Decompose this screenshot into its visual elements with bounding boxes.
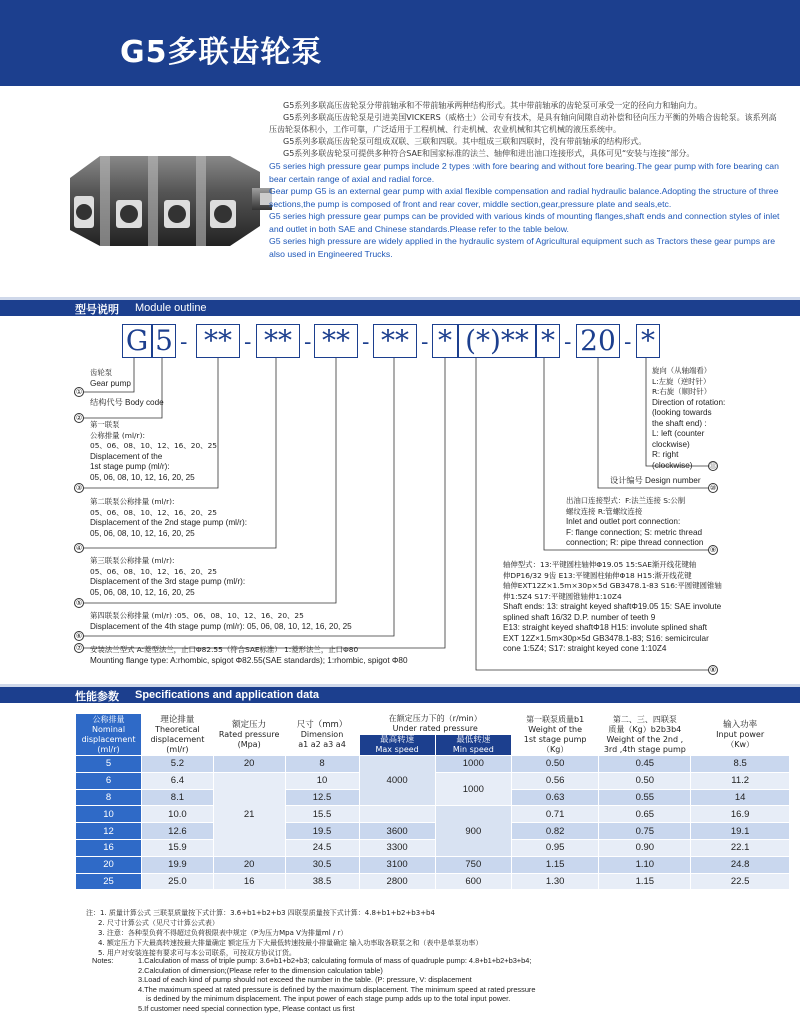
label-rotation xyxy=(652,366,725,471)
cell: 22.1 xyxy=(691,839,790,856)
cell: 10 xyxy=(285,772,359,789)
th-dimension-cn: 尺寸（mm） xyxy=(296,719,348,730)
th-speed-en: Under rated pressure xyxy=(392,724,478,733)
label-9e: connection; R: pipe thread connection xyxy=(566,538,704,547)
label-9a: 出油口连接型式：F:法兰连接 S:公制 xyxy=(566,496,686,505)
circle-5: ⑤ xyxy=(75,599,83,607)
table-row xyxy=(76,823,790,840)
cell: 8.1 xyxy=(142,789,214,806)
code-seg-10: 20 xyxy=(576,324,620,358)
label-body-code: 结构代号 Body code xyxy=(90,398,164,407)
label-5c: Displacement of the 3rd stage pump (ml/r): xyxy=(90,577,246,586)
cell: 15.9 xyxy=(142,839,214,856)
note-cn-2: 2. 尺寸计算公式（见尺寸计算公式表） xyxy=(98,919,219,927)
module-outline-bar xyxy=(0,300,800,316)
code-dash-1: - xyxy=(180,330,188,355)
label-7a: 安装法兰型式 A:菱型法兰，止口Φ82.55（符合SAE标准） 1:菱形法兰，止口Φ80 xyxy=(90,645,359,654)
th-min-cn: 最低转速 xyxy=(456,735,491,745)
circle-2: ② xyxy=(75,414,83,422)
th-min-en: Min speed xyxy=(452,745,494,754)
table-row xyxy=(76,873,790,890)
label-6a: 第四联泵公称排量 (ml/r) :05、06、08、10、12、16、20、25 xyxy=(90,611,304,620)
code-seg-9: * xyxy=(536,324,560,358)
th-weight1-en1: Weight of the xyxy=(528,724,583,734)
label-stage-1 xyxy=(90,420,217,483)
table-row xyxy=(76,756,790,773)
label-11c: R:右旋（顺时针） xyxy=(652,387,712,396)
th-rated-cn: 额定压力 xyxy=(232,719,267,730)
cell: 14 xyxy=(691,789,790,806)
th-weight234-en2: 3rd ,4th stage pump xyxy=(603,744,686,754)
th-nominal-unit: (ml/r) xyxy=(97,744,120,754)
cell xyxy=(359,806,435,823)
spec-table xyxy=(75,713,790,890)
label-11a: 旋向（从轴端看） xyxy=(652,366,712,375)
note-en-1: 1.Calculation of mass of triple pump: 3.6+b1+b2+b3; calculating formula of mass of quadruple pump: 4.8+b1+b2+b3+b4; xyxy=(138,956,532,965)
cell: 0.55 xyxy=(599,789,691,806)
label-4a: 第二联泵公称排量 (ml/r): xyxy=(90,497,175,506)
cell: 25.0 xyxy=(142,873,214,890)
intro-cn-2: G5系列多联高压齿轮泵是引进美国VICKERS（威格士）公司专有技术，是具有轴向间隙自动补偿和径向压力平衡的外啮合齿轮泵。该系列高压齿轮泵体积小，工作可靠，广泛适用于工程机械、行走机械、农业机械和其它机械的液压系统中。 xyxy=(269,113,777,134)
label-3e: 1st stage pump (ml/r): xyxy=(90,462,170,471)
intro-cn-3: G5系列多联高压齿轮泵可组成双联、三联和四联。其中组成三联和四联时，没有带前轴承的结构形式。 xyxy=(283,137,647,146)
cell: 16 xyxy=(76,839,142,856)
label-8c: 轴伸EXT12Z×1.5m×30p×5d GB3478.1-83 S16:平圆键圆锥轴 xyxy=(503,581,722,590)
spec-title-en: Specifications and application data xyxy=(135,689,319,701)
notes-en xyxy=(92,956,792,1014)
code-dash-5: - xyxy=(421,330,429,355)
circle-7: ⑦ xyxy=(75,644,83,652)
th-rated xyxy=(213,714,285,756)
label-8f: splined shaft 16/32 D.P. number of teeth 9 xyxy=(503,612,656,622)
label-7b: Mounting flange type: A:rhombic, spigot Φ82.55(SAE standards); 1:rhombic, spigot Φ80 xyxy=(90,655,408,665)
spec-bar xyxy=(0,687,800,703)
table-row xyxy=(76,806,790,823)
th-theoretical-unit: (ml/r) xyxy=(166,744,189,754)
cell: 0.45 xyxy=(599,756,691,773)
th-max-en: Max speed xyxy=(375,745,419,754)
label-4b: 05、06、08、10、12、16、20、25 xyxy=(90,507,217,517)
label-9d: F: flange connection; S: metric thread xyxy=(566,527,703,537)
label-8g: E13: straight keyed shaftΦ18 H15: involute splined shaft xyxy=(503,623,708,632)
circle-11: ⑪ xyxy=(709,462,717,470)
cell: 15.5 xyxy=(285,806,359,823)
th-min-speed xyxy=(435,735,511,756)
th-power xyxy=(691,714,790,756)
code-seg-6: ** xyxy=(373,324,417,358)
th-max-speed xyxy=(359,735,435,756)
cell: 0.82 xyxy=(511,823,598,840)
cell: 20 xyxy=(213,756,285,773)
circle-8: ⑧ xyxy=(709,666,717,674)
label-11b: L:左旋（逆时针） xyxy=(652,376,711,386)
label-5d: 05, 06, 08, 10, 12, 16, 20, 25 xyxy=(90,587,195,597)
circle-6: ⑥ xyxy=(75,632,83,640)
cell: 19.1 xyxy=(691,823,790,840)
cell: 20 xyxy=(213,856,285,873)
notes-label: Notes: xyxy=(92,956,114,965)
code-dash-7: - xyxy=(624,330,632,355)
code-seg-1: G xyxy=(122,324,152,358)
label-3c: 05、06、08、10、12、16、20、25 xyxy=(90,441,217,450)
cell-rated-merged: 21 xyxy=(213,772,285,856)
label-3f: 05, 06, 08, 10, 12, 16, 20, 25 xyxy=(90,472,195,482)
intro-en-1: G5 series high pressure gear pumps include 2 types :with fore bearing and without fore bearing.The gear pump with fore bearing can bear certain range of axial and radial force. xyxy=(269,161,779,184)
label-stage-4 xyxy=(90,611,352,632)
cell: 8 xyxy=(285,756,359,773)
th-weight234-cn1: 第二、三、四联泵 xyxy=(612,714,677,724)
note-cn-1: 注：1. 质量计算公式 三联泵质量按下式计算：3.6+b1+b2+b3 四联泵质量按下式计算：4.8+b1+b2+b3+b4 xyxy=(86,909,435,917)
cell: 0.71 xyxy=(511,806,598,823)
th-weight234-cn2: 质量（Kg）b2b3b4 xyxy=(608,724,682,734)
cell: 25 xyxy=(76,873,142,890)
intro-en-2: Gear pump G5 is an external gear pump with axial flexible compensation and radial hydraulic balance.Adopting the structure of three sections,the pump is composed of front and rear cover, middle section,gear,pressure plate and seals,etc. xyxy=(269,186,779,209)
intro-text xyxy=(269,100,783,260)
spec-title-cn: 性能参数 xyxy=(75,690,119,703)
cell-max-speed-merged: 4000 xyxy=(359,756,435,806)
label-11e: (looking towards xyxy=(652,408,712,417)
label-11f: the shaft end) : xyxy=(652,418,707,428)
th-weight1-unit: （Kg） xyxy=(541,744,569,754)
module-title-en: Module outline xyxy=(135,302,207,314)
label-9b: 螺纹连接 R:管螺纹连接 xyxy=(566,506,643,516)
label-11g: L: left (counter xyxy=(652,429,705,438)
cell: 6 xyxy=(76,772,142,789)
cell: 3300 xyxy=(359,839,435,856)
cell: 16 xyxy=(213,873,285,890)
circle-4: ④ xyxy=(75,544,83,552)
cell: 0.90 xyxy=(599,839,691,856)
cell: 750 xyxy=(435,856,511,873)
intro-cn-4: G5系列多联齿轮泵可提供多种符合SAE和国家标准的法兰、轴伸和进出油口连接形式，具体可见“安装与连接”部分。 xyxy=(283,149,695,158)
label-9c: Inlet and outlet port connection: xyxy=(566,517,681,526)
th-dimension-en: Dimension xyxy=(300,729,344,739)
cell-min-speed-merged-2: 900 xyxy=(435,806,511,856)
cell: 6.4 xyxy=(142,772,214,789)
cell: 0.75 xyxy=(599,823,691,840)
circle-3: ③ xyxy=(75,484,83,492)
label-gear-pump xyxy=(90,368,131,389)
cell: 0.56 xyxy=(511,772,598,789)
cell: 8.5 xyxy=(691,756,790,773)
cell: 22.5 xyxy=(691,873,790,890)
cell: 0.50 xyxy=(599,772,691,789)
th-rated-en: Rated pressure xyxy=(218,729,280,739)
th-rated-unit: (Mpa) xyxy=(237,739,261,749)
th-max-cn: 最高转速 xyxy=(380,735,415,745)
code-dash-6: - xyxy=(564,330,572,355)
cell: 0.50 xyxy=(511,756,598,773)
th-speed-cn: 在额定压力下的（r/min） xyxy=(388,714,482,723)
th-theoretical-en2: displacement xyxy=(150,734,205,744)
cell: 5 xyxy=(76,756,142,773)
code-seg-3: ** xyxy=(196,324,240,358)
cell: 16.9 xyxy=(691,806,790,823)
cell: 1.15 xyxy=(599,873,691,890)
th-power-unit: （Kw） xyxy=(726,739,755,749)
th-dimension-sub: a1 a2 a3 a4 xyxy=(298,739,346,749)
cell-min-speed-merged: 1000 xyxy=(435,772,511,806)
cell: 10.0 xyxy=(142,806,214,823)
note-en-3: 3.Load of each kind of pump should not exceed the number in the table. (P: pressure, V: displacement xyxy=(138,975,472,985)
cell: 600 xyxy=(435,873,511,890)
label-1-cn: 齿轮泵 xyxy=(90,368,113,377)
label-5b: 05、06、08、10、12、16、20、25 xyxy=(90,566,217,576)
cell: 1.30 xyxy=(511,873,598,890)
th-nominal-en1: Nominal xyxy=(91,724,126,734)
label-port-connection xyxy=(566,496,703,549)
label-stage-3 xyxy=(90,556,245,598)
th-nominal xyxy=(76,714,142,756)
label-8e: Shaft ends: 13: straight keyed shaftΦ19.05 15: SAE involute xyxy=(503,602,722,611)
code-seg-11: * xyxy=(636,324,660,358)
cell: 38.5 xyxy=(285,873,359,890)
label-6b: Displacement of the 4th stage pump (ml/r): 05, 06, 08, 10, 12, 16, 20, 25 xyxy=(90,621,352,631)
label-8a: 轴伸型式：13:平键圆柱轴伸Φ19.05 15:SAE渐开线花键轴 xyxy=(503,560,697,569)
intro-cn-1: G5系列多联高压齿轮泵分带前轴承和不带前轴承两种结构形式。其中带前轴承的齿轮泵可承受一定的径向力和轴向力。 xyxy=(283,101,703,110)
label-3a: 第一联泵 xyxy=(90,420,120,429)
label-11d: Direction of rotation: xyxy=(652,397,726,407)
code-seg-7: * xyxy=(432,324,458,358)
label-flange xyxy=(90,645,408,666)
th-nominal-en2: displacement xyxy=(81,734,136,744)
label-8i: cone 1:5Z4; S17: straight keyed cone 1:10Z4 xyxy=(503,644,667,653)
th-weight1-en2: 1st stage pump xyxy=(523,734,587,744)
circle-9: ⑨ xyxy=(709,546,717,554)
label-design-number: 设计编号 Design number xyxy=(610,476,701,485)
notes-cn xyxy=(86,908,786,958)
cell: 24.8 xyxy=(691,856,790,873)
note-en-2: 2.Calculation of dimension;(Please refer to the dimension calculation table) xyxy=(138,965,383,975)
cell: 24.5 xyxy=(285,839,359,856)
cell: 30.5 xyxy=(285,856,359,873)
cell: 12.6 xyxy=(142,823,214,840)
cell: 12.5 xyxy=(285,789,359,806)
cell: 3600 xyxy=(359,823,435,840)
circle-1: ① xyxy=(75,388,83,396)
label-3d: Displacement of the xyxy=(90,451,163,461)
module-title-cn: 型号说明 xyxy=(75,303,119,316)
label-8d: 伸1:5Z4 S17:平键圆锥轴伸1:10Z4 xyxy=(503,591,622,601)
label-5a: 第三联泵公称排量 (ml/r): xyxy=(90,556,175,565)
cell: 1.10 xyxy=(599,856,691,873)
label-11j: (clockwise) xyxy=(652,460,693,470)
label-4d: 05, 06, 08, 10, 12, 16, 20, 25 xyxy=(90,528,195,538)
note-cn-5: 5. 用户对安装连接有要求可与本公司联系，可按双方协议订货。 xyxy=(98,949,296,957)
cell: 0.63 xyxy=(511,789,598,806)
label-11h: clockwise) xyxy=(652,439,690,449)
note-en-4: 4.The maximum speed at rated pressure is defined by the maximum displacement. The minimum speed at rated pressure xyxy=(138,984,536,994)
th-theoretical-cn: 理论排量 xyxy=(160,714,195,725)
note-en-6: 5.If customer need special connection type, Please contact us first xyxy=(138,1003,355,1013)
note-en-5: is dedined by the minimum displacement. The input power of each stage pump adds up to the total input power. xyxy=(146,994,511,1004)
th-weight234-en1: Weight of the 2nd , xyxy=(606,734,684,744)
cell: 1000 xyxy=(435,756,511,773)
table-row xyxy=(76,856,790,873)
th-theoretical xyxy=(142,714,214,756)
table-row xyxy=(76,839,790,856)
cell: 2800 xyxy=(359,873,435,890)
th-speed xyxy=(359,714,511,735)
th-theoretical-en1: Theoretical xyxy=(155,724,200,734)
label-8b: 伸DP16/32 9齿 E13:平键圆柱轴伸Φ18 H15:渐开线花键 xyxy=(503,570,692,580)
cell: 0.95 xyxy=(511,839,598,856)
label-8h: EXT 12Z×1.5m×30p×5d GB3478.1-83; S16: semicircular xyxy=(503,633,709,643)
code-seg-2: 5 xyxy=(152,324,176,358)
cell: 19.5 xyxy=(285,823,359,840)
cell: 1.15 xyxy=(511,856,598,873)
cell: 20 xyxy=(76,856,142,873)
th-nominal-cn: 公称排量 xyxy=(92,714,125,724)
cell: 8 xyxy=(76,789,142,806)
label-1-en: Gear pump xyxy=(90,378,131,388)
cell: 3100 xyxy=(359,856,435,873)
code-seg-4: ** xyxy=(256,324,300,358)
th-power-cn: 输入功率 xyxy=(723,719,758,730)
code-seg-5: ** xyxy=(314,324,358,358)
label-4c: Displacement of the 2nd stage pump (ml/r): xyxy=(90,518,247,527)
cell: 19.9 xyxy=(142,856,214,873)
cell: 10 xyxy=(76,806,142,823)
code-seg-8: (*)** xyxy=(458,324,536,358)
note-cn-4: 4. 额定压力下大最高转速按最大排量确定 额定压力下大最低转速按最小排量确定 输入功率取各联泵之和（表中是单泵功率） xyxy=(98,939,483,947)
label-11i: R: right xyxy=(652,450,679,459)
gear-pump-image xyxy=(60,148,272,254)
label-shaft-ends xyxy=(503,560,722,655)
th-power-en: Input power xyxy=(716,729,765,739)
label-stage-2 xyxy=(90,497,247,539)
code-dash-4: - xyxy=(362,330,370,355)
cell: 12 xyxy=(76,823,142,840)
th-weight-234 xyxy=(599,714,691,756)
th-weight-1 xyxy=(511,714,598,756)
note-cn-3: 3. 注意：各种泵负荷不得超过负荷极限表中规定（P为压力Mpa V为排量ml / r） xyxy=(98,929,348,937)
cell: 0.65 xyxy=(599,806,691,823)
intro-en-3: G5 series high pressure gear pumps can be provided with various kinds of mounting flanges,shaft ends and connection styles of inlet and outlet in both SAE and Chinese standards.Please refer to the table below. xyxy=(269,211,780,234)
th-dimension xyxy=(285,714,359,756)
cell: 5.2 xyxy=(142,756,214,773)
code-dash-2: - xyxy=(244,330,252,355)
label-3b: 公称排量 (ml/r): xyxy=(90,430,145,440)
intro-en-4: G5 series high pressure are widely applied in the hydraulic system of Agricultural equipment such as Tractors these gear pumps are also used in Engineered Trucks. xyxy=(269,236,776,259)
circle-10: ⑩ xyxy=(709,484,717,492)
cell: 11.2 xyxy=(691,772,790,789)
th-weight1-cn: 第一联泵质量b1 xyxy=(526,714,585,724)
page-title: G5多联齿轮泵 xyxy=(120,35,323,70)
code-dash-3: - xyxy=(304,330,312,355)
